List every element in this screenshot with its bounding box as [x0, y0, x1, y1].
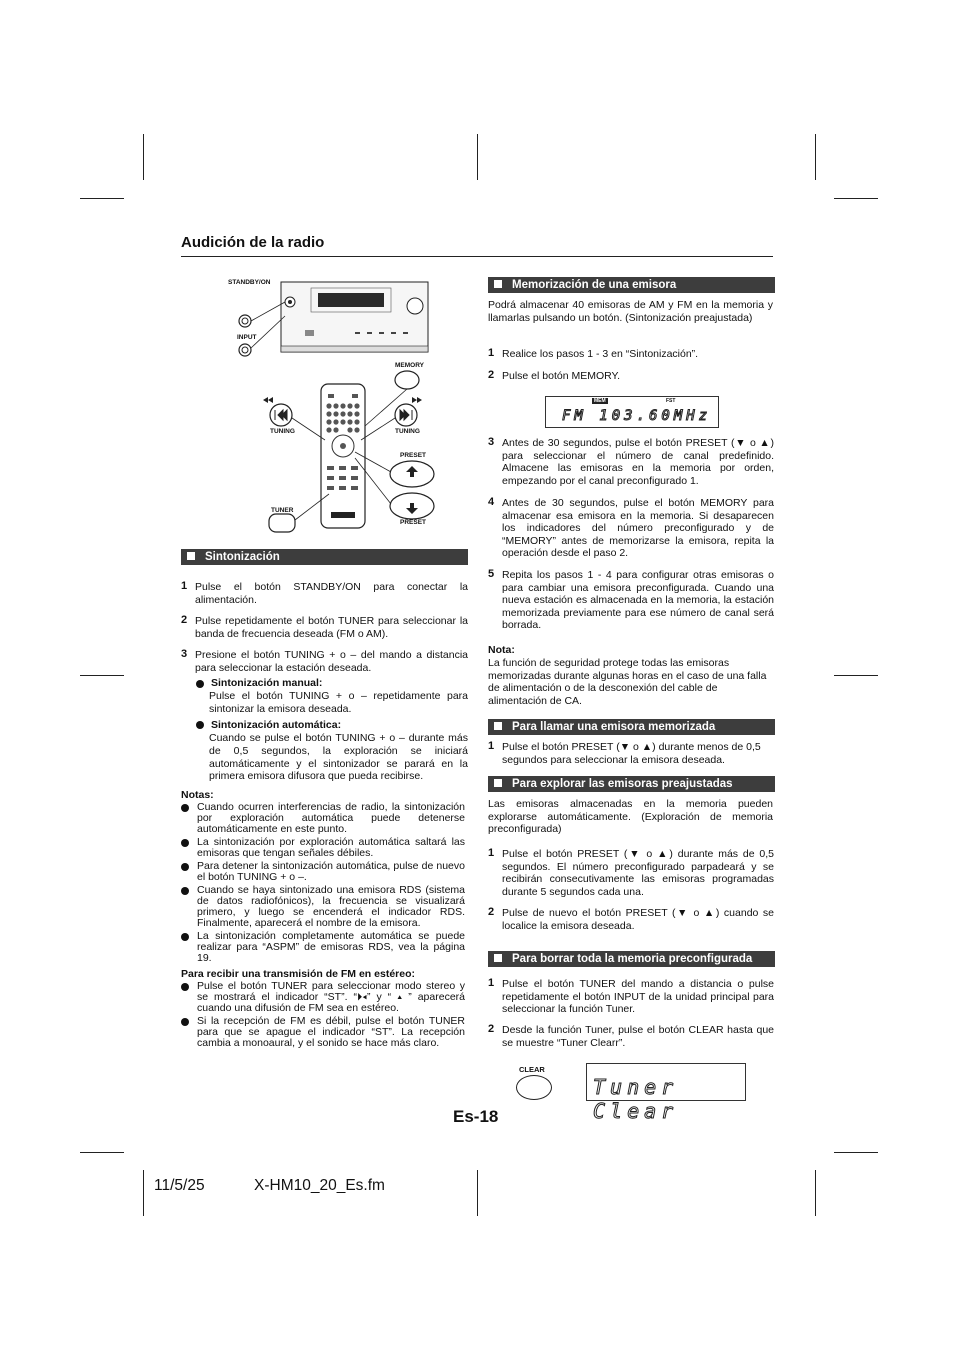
- square-bullet-icon: [494, 954, 502, 962]
- square-bullet-icon: [187, 552, 195, 560]
- section-heading: Para explorar las emisoras preajustadas: [512, 778, 733, 790]
- page-number: Es-18: [453, 1107, 499, 1126]
- manual-title: Sintonización manual:: [211, 677, 323, 689]
- crop-mark: [80, 675, 124, 676]
- step-text: Pulse el botón PRESET (▼ o ▲) durante más de 0,5 segundos. El número preconfigurado parpadeará y se recibirán consecutivamente las emisoras programadas durante 5 segundos cada una.: [502, 848, 774, 898]
- bullet-icon: [181, 887, 189, 895]
- step-number: 3: [488, 436, 495, 448]
- bullet-icon: [181, 804, 189, 812]
- step-number: 1: [488, 740, 495, 752]
- bullet-icon: [181, 863, 189, 871]
- footer-date: 11/5/25: [154, 1177, 205, 1194]
- step-number: 2: [488, 906, 495, 918]
- tuning-left-label: TUNING: [270, 428, 295, 435]
- auto-title: Sintonización automática:: [211, 719, 342, 731]
- crop-mark: [815, 134, 816, 180]
- device-figure: [215, 276, 445, 538]
- step-number: 1: [488, 847, 495, 859]
- step-text: Antes de 30 segundos, pulse el botón MEMORY para almacenar esa emisora en la memoria. Si desaparecen los indicadores del número preconfigurado y de “MEMORY” antes de memorizarse la emisora, repita la operación desde el paso 2.: [502, 497, 774, 560]
- notes-title: Notas:: [181, 789, 214, 801]
- display-mem-indicator: MEM: [594, 398, 606, 404]
- page-title: Audición de la radio: [181, 234, 325, 251]
- crop-mark: [815, 1170, 816, 1216]
- step-text: Repita los pasos 1 - 4 para configurar otras emisoras o para cambiar una emisora preconfigurada. Cuando una nueva estación es almacenada en la memoria, la estación memorizada previamente para ese número de canal será borrada.: [502, 569, 774, 632]
- preset-up-label: PRESET: [400, 452, 427, 459]
- square-bullet-icon: [494, 779, 502, 787]
- fm-display: [545, 396, 719, 428]
- memorizacion-intro: Podrá almacenar 40 emisoras de AM y FM en la memoria y llamarlas pulsando un botón. (Sintonización preajustada): [488, 299, 773, 324]
- note-item: Cuando se haya sintonizado una emisora RDS (sistema de datos radiofónicos), la frecuencia se visualizará primero, y luego se encenderá el indicador RDS. Finalmente, aparecerá el nombre de la emisora.: [197, 884, 465, 929]
- step-text: Pulse el botón PRESET (▼ o ▲) durante menos de 0,5 segundos para seleccionar la emisora deseada.: [502, 741, 761, 766]
- crop-mark: [834, 1152, 878, 1153]
- square-bullet-icon: [494, 280, 502, 288]
- crop-mark: [834, 675, 878, 676]
- section-borrar-header: [488, 951, 775, 967]
- section-memorizacion-header: [488, 277, 775, 293]
- bullet-icon: [196, 721, 204, 729]
- crop-mark: [80, 198, 124, 199]
- stereo-title: Para recibir una transmisión de FM en estéreo:: [181, 968, 415, 980]
- step-text: Realice los pasos 1 - 3 en “Sintonización”.: [502, 348, 699, 360]
- step-number: 4: [488, 496, 495, 508]
- step-text: Pulse el botón MEMORY.: [502, 370, 621, 382]
- standby-on-label: STANDBY/ON: [228, 279, 271, 286]
- stereo-note: Pulse el botón TUNER para seleccionar modo stereo y se mostrará el indicador “ST”. “⏵◂” y “ ▴ ” aparecerá cuando una difusión de FM sea en estéreo.: [197, 980, 465, 1014]
- step-text: Presione el botón TUNING + o – del mando a distancia para seleccionar la estación deseada.: [195, 649, 468, 674]
- step-text: Antes de 30 segundos, pulse el botón PRESET (▼ o ▲) para seleccionar el número de canal predefinido. Almacene las emisoras en la memoria por orden, empezando por el canal preconfigurado 1.: [502, 437, 774, 487]
- bullet-icon: [181, 839, 189, 847]
- step-number: 1: [181, 580, 188, 592]
- crop-mark: [834, 198, 878, 199]
- crop-mark: [143, 1170, 144, 1216]
- nota-title: Nota:: [488, 644, 515, 656]
- tuner-label: TUNER: [271, 507, 294, 514]
- display-fm-text: FM 103.60MHz: [562, 408, 712, 424]
- section-heading: Para borrar toda la memoria preconfigurada: [512, 953, 753, 965]
- step-number: 1: [488, 977, 495, 989]
- manual-text: Pulse el botón TUNING + o – repetidamente para sintonizar la emisora deseada.: [209, 690, 468, 715]
- square-bullet-icon: [494, 722, 502, 730]
- section-heading: Memorización de una emisora: [512, 279, 677, 291]
- step-text: Desde la función Tuner, pulse el botón CLEAR hasta que se muestre “Tuner Clearr”.: [502, 1024, 774, 1049]
- clear-button-icon: [516, 1075, 552, 1100]
- step-text: Pulse de nuevo el botón PRESET (▼ o ▲) cuando se localice la emisora deseada.: [502, 907, 774, 932]
- nota-text: La función de seguridad protege todas las emisoras memorizadas durante algunas horas en el caso de una falla de alimentación o de la desconexión del cable de alimentación de CA.: [488, 657, 767, 707]
- step-number: 2: [488, 369, 495, 381]
- tuner-clear-display: [586, 1063, 746, 1123]
- section-heading: Para llamar una emisora memorizada: [512, 721, 716, 733]
- bullet-icon: [181, 933, 189, 941]
- step-number: 2: [488, 1023, 495, 1035]
- display-fst-indicator: FST: [666, 398, 676, 404]
- step-text: Pulse el botón TUNER del mando a distancia o pulse repetidamente el botón INPUT de la unidad principal para seleccionar la función Tuner.: [502, 978, 774, 1016]
- step-number: 2: [181, 614, 188, 626]
- section-heading: Sintonización: [205, 551, 280, 563]
- input-label: INPUT: [237, 334, 257, 341]
- tuning-right-label: TUNING: [395, 428, 420, 435]
- footer-filename: X-HM10_20_Es.fm: [254, 1177, 385, 1194]
- step-text: Pulse repetidamente el botón TUNER para seleccionar la banda de frecuencia deseada (FM o AM).: [195, 615, 468, 640]
- explorar-intro: Las emisoras almacenadas en la memoria pueden explorarse automáticamente. (Exploración de memoria preconfigurada): [488, 798, 773, 836]
- crop-mark: [477, 134, 478, 180]
- section-sintonizacion-header: [181, 549, 468, 565]
- preset-down-label: PRESET: [400, 519, 427, 526]
- note-item: La sintonización completamente automática se puede realizar para “ASPM” de emisoras RDS, vea la página 19.: [197, 930, 465, 964]
- bullet-icon: [181, 1018, 189, 1026]
- display-tuner-clear-text: Tuner Clear: [593, 1075, 679, 1123]
- note-item: Para detener la sintonización automática, pulse de nuevo el botón TUNING + o –.: [197, 860, 465, 883]
- crop-mark: [80, 1152, 124, 1153]
- stereo-note: Si la recepción de FM es débil, pulse el botón TUNER para que se apague el indicador “ST”. La recepción cambia a monoaural, y el sonido se hace más claro.: [197, 1015, 465, 1049]
- memory-label: MEMORY: [395, 362, 425, 369]
- note-item: Cuando ocurren interferencias de radio, la sintonización por exploración automática puede detenerse automáticamente en este punto.: [197, 801, 465, 835]
- clear-label: CLEAR: [519, 1065, 545, 1074]
- crop-mark: [143, 134, 144, 180]
- title-rule: [181, 256, 773, 257]
- auto-text: Cuando se pulse el botón TUNING + o – durante más de 0,5 segundos, la exploración se iniciará automáticamente y el sintonizador se parará en la primera emisora difusora que pueda recibirse.: [209, 732, 468, 783]
- bullet-icon: [196, 680, 204, 688]
- section-explorar-header: [488, 776, 775, 792]
- step-number: 5: [488, 568, 495, 580]
- bullet-icon: [181, 983, 189, 991]
- step-text: Pulse el botón STANDBY/ON para conectar la alimentación.: [195, 581, 468, 606]
- note-item: La sintonización por exploración automática saltará las emisoras que tengan señales débiles.: [197, 836, 465, 859]
- crop-mark: [477, 1170, 478, 1216]
- device-illustration: [215, 276, 445, 538]
- section-llamar-header: [488, 719, 775, 735]
- step-number: 1: [488, 347, 495, 359]
- step-number: 3: [181, 648, 188, 660]
